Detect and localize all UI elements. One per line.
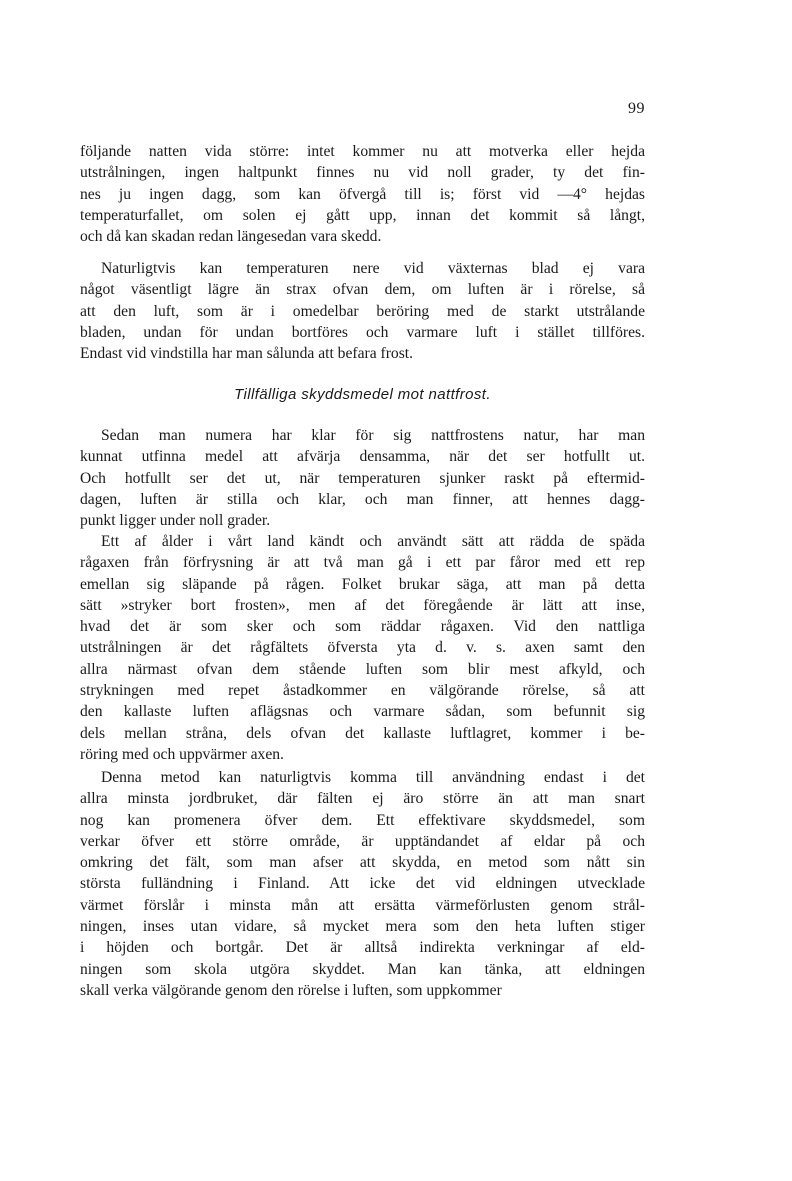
text-line: hvad det är som sker och som räddar rågaxen. Vid den nattliga [80, 618, 645, 636]
page-number: 99 [628, 100, 645, 117]
paragraph [80, 258, 645, 364]
text-line: verkar öfver ett större område, är upptändandet af eldar på och [80, 832, 645, 850]
text-line: Denna metod kan naturligtvis komma till användning endast i det [101, 769, 645, 786]
text-line: allra minsta jordbruket, där fälten ej äro större än att man snart [80, 790, 645, 808]
paragraph [80, 425, 645, 531]
text-line: ningen som skola utgöra skyddet. Man kan tänka, att eldningen [80, 960, 645, 978]
text-line: sätt »stryker bort frosten», men af det föregående är lätt att inse, [80, 596, 645, 614]
text-line: skall verka välgörande genom den rörelse i luften, som uppkommer [80, 981, 502, 999]
text-line: bladen, undan för undan bortföres och varmare luft i stället tillföres. [80, 323, 645, 341]
text-line: punkt ligger under noll grader. [80, 512, 271, 530]
text-line: ningen, inses utan vidare, så mycket mera som den heta luften stiger [80, 918, 645, 936]
text-line: dagen, luften är stilla och klar, och man finner, att hennes dagg- [80, 490, 645, 508]
text-line: rågaxen från förfrysning är att två man gå i ett par fåror med ett rep [80, 554, 645, 572]
text-line: nog kan promenera öfver dem. Ett effektivare skyddsmedel, som [80, 811, 645, 829]
paragraph [80, 531, 645, 765]
text-line: Och hotfullt ser det ut, när temperaturen sjunker raskt på eftermid- [80, 469, 645, 487]
text-line: att den luft, som är i omedelbar beröring med de starkt utstrålande [80, 302, 645, 320]
text-line: Endast vid vindstilla har man sålunda att befara frost. [80, 345, 414, 363]
text-line: dels mellan stråna, dels ofvan det kallaste luftlagret, kommer i be- [80, 724, 645, 742]
paragraph [80, 141, 645, 247]
text-line: något väsentligt lägre än strax ofvan dem, om luften är i rörelse, så [80, 281, 645, 299]
text-line: Naturligtvis kan temperaturen nere vid växternas blad ej vara [101, 260, 645, 277]
text-line: temperaturfallet, om solen ej gått upp, innan det kommit så långt, [80, 206, 645, 224]
paragraph [80, 767, 645, 1001]
text-line: största fulländning i Finland. Att icke det vid eldningen utvecklade [80, 875, 645, 893]
text-line: Ett af ålder i vårt land kändt och användt sätt att rädda de späda [101, 533, 645, 550]
text-line: den kallaste luften aflägsnas och varmare sådan, som befunnit sig [80, 703, 645, 721]
text-line: omkring det fält, som man afser att skydda, en metod som nått sin [80, 854, 645, 872]
text-line: och då kan skadan redan längesedan vara skedd. [80, 228, 382, 246]
text-line: Sedan man numera har klar för sig nattfrostens natur, har man [101, 427, 645, 444]
text-line: värmet förslår i minsta mån att ersätta värmeförlusten genom strål- [80, 896, 645, 914]
section-heading: Tillfälliga skyddsmedel mot nattfrost. [234, 386, 491, 403]
text-line: följande natten vida större: intet kommer nu att motverka eller hejda [80, 143, 645, 160]
text-line: kunnat utfinna medel att afvärja densamma, när det ser hotfullt ut. [80, 448, 645, 466]
text-line: emellan sig släpande på rågen. Folket brukar säga, att man på detta [80, 575, 645, 593]
text-line: röring med och uppvärmer axen. [80, 745, 284, 763]
text-line: utstrålningen, ingen haltpunkt finnes nu vid noll grader, ty det fin- [80, 164, 645, 182]
text-line: nes ju ingen dagg, som kan öfvergå till is; först vid —4° hejdas [80, 185, 645, 203]
text-line: utstrålningen är det rågfältets öfversta yta d. v. s. axen samt den [80, 639, 645, 657]
text-line: strykningen med repet åstadkommer en välgörande rörelse, så att [80, 682, 645, 700]
text-line: allra närmast ofvan dem stående luften som blir mest afkyld, och [80, 660, 645, 678]
text-line: i höjden och bortgår. Det är alltså indirekta verkningar af eld- [80, 939, 645, 957]
